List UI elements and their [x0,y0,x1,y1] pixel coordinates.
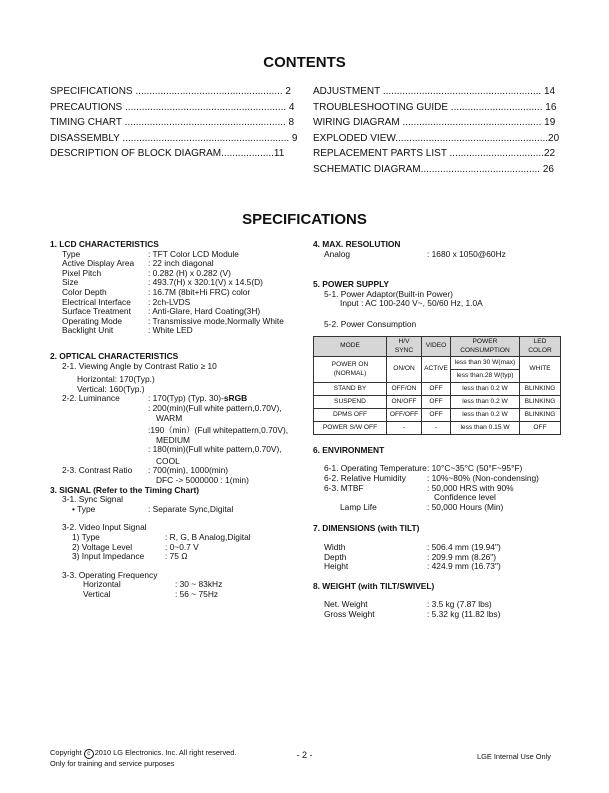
power-adaptor: 5-1. Power Adaptor(Built-in Power) [324,288,453,299]
table-cell-mode: SUSPEND [314,395,387,408]
table-cell-led: BLINKING [520,408,561,421]
spec-left-column [50,240,305,600]
luminance-warm-line: : 200(min)(Full white pattern,0.70V), [148,402,282,413]
table-header-cell: MODE [314,336,387,356]
table-cell-video: OFF [422,408,451,421]
luminance-srgb: sRGB [223,393,248,404]
table-cell-video: OFF [422,382,451,395]
resolution-value: : 1680 x 1050@60Hz [427,248,506,259]
spec-key: Horizontal [83,579,121,590]
table-cell-mode: POWER S/W OFF [314,421,387,434]
toc-entry[interactable]: PRECAUTIONS .......................................................... 4 [50,101,295,113]
spec-key: 6-1. Operating Temperature [324,463,427,474]
table-cell-sync: ON/ON [387,356,422,382]
power-input: Input : AC 100-240 V~, 50/60 Hz, 1.0A [340,298,483,309]
internal-use-notice: LGE Internal Use Only [477,752,551,761]
spec-value: : 16.7M (8bit+Hi FRC) color [148,286,251,297]
toc-entry[interactable]: ADJUSTMENT ......................................................... 14 [313,86,556,97]
sync-type-row [50,505,305,515]
luminance-cool-mode: COOL [156,455,180,466]
copyright-text: 2010 LG Electronics. Inc. All right reserved. [94,748,237,757]
toc-entry[interactable]: SCHEMATIC DIAGRAM........................................... 26 [313,163,554,175]
table-header-row [314,336,561,356]
table-header-cell: H/V SYNC [387,336,422,356]
spec-row [313,484,563,494]
spec-row [50,552,305,562]
spec-row [313,562,563,572]
spec-key: Vertical [83,589,111,599]
table-cell-mode: POWER ON (NORMAL) [314,356,387,382]
table-cell-power: less than 0.2 W [451,382,520,395]
table-cell-power: less than 30 W(max) [451,356,520,369]
spec-value: : 493.7(H) x 320.1(V) x 14.5(D) [148,277,263,288]
spec-key: Active Display Area [62,258,135,269]
toc-left [50,84,297,162]
resolution-row [313,250,563,260]
sync-signal-title: 3-1. Sync Signal [62,494,123,505]
copyright-label: Copyright [50,748,84,757]
spec-key: 6-2. Relative Humidity [324,472,406,483]
spec-key: Width [324,541,346,552]
table-cell-mode: STAND BY [314,382,387,395]
spec-value: : 56 ~ 75Hz [175,589,219,599]
table-row [314,408,561,421]
spec-value: : 424.9 mm (16.73") [427,561,501,572]
toc-right [313,84,559,177]
power-consumption-table [313,336,561,435]
spec-key: Backlight Unit [62,325,114,336]
mtbf-confidence: Confidence level [434,492,496,503]
viewing-angle-vertical: Vertical: 160(Typ.) [77,383,145,394]
copyright-symbol-icon: c [84,749,94,759]
spec-key: 6-3. MTBF [324,482,364,493]
viewing-angle-horizontal: Horizontal: 170(Typ.) [77,374,155,385]
spec-key: Pixel Pitch [62,267,102,278]
toc-entry[interactable]: DESCRIPTION OF BLOCK DIAGRAM...................11 [50,148,285,159]
toc-entry[interactable]: WIRING DIAGRAM .................................................. 19 [313,117,556,128]
toc-entry[interactable]: SPECIFICATIONS ..................................................... 2 [50,86,291,97]
spec-key: 1) Type [72,532,100,543]
spec-key: 3) Input Impedance [72,551,145,562]
luminance-row [50,394,305,404]
spec-right-column [313,240,563,619]
spec-key: Net. Weight [324,599,368,610]
spec-value: : 209.9 mm (8.26") [427,551,497,562]
table-header-cell: VIDEO [422,336,451,356]
environment-heading: 6. ENVIRONMENT [313,444,385,455]
luminance-medium-line: :190（min）(Full whitepattern,0.70V), [148,425,289,436]
table-row [314,356,561,369]
contrast-row [50,466,305,476]
operating-frequency-title: 3-3. Operating Frequency [62,569,158,580]
toc-entry[interactable]: REPLACEMENT PARTS LIST ..................................22 [313,148,556,159]
training-notice: Only for training and service purposes [50,759,175,768]
toc-entry[interactable]: DISASSEMBLY ............................................................ 9 [50,132,298,144]
table-cell-video: ACTIVE [422,356,451,382]
luminance-medium-mode: MEDIUM [156,434,190,445]
sync-type-key: • Type [72,503,96,514]
contents-title: CONTENTS [263,54,346,71]
table-cell-mode: DPMS OFF [314,408,387,421]
luminance-typ: : 170(Typ) (Typ. 30)- [148,393,224,404]
contrast-value: : 700(min), 1000(min) [148,465,229,476]
spec-value: : 5.32 kg (11.82 lbs) [427,608,501,619]
spec-row [50,590,305,600]
page-number: - 2 - [296,750,313,760]
contrast-label: 2-3. Contrast Ratio [62,465,133,476]
lamp-life-value: : 50,000 Hours (Min) [427,501,504,512]
luminance-label: 2-2. Luminance [62,393,120,404]
lcd-rows [50,250,305,336]
toc-entry[interactable]: TIMING CHART .......................................................... 8 [50,117,295,128]
optical-heading: 2. OPTICAL CHARACTERISTICS [50,350,179,361]
table-cell-led: OFF [520,421,561,434]
resolution-heading: 4. MAX. RESOLUTION [313,239,401,249]
spec-value: : 22 inch diagonal [148,258,214,269]
spec-key: Surface Treatment [62,306,131,317]
sync-type-value: : Separate Sync,Digital [148,503,234,514]
power-heading: 5. POWER SUPPLY [313,279,390,290]
spec-value: : 0~0.7 V [165,541,199,552]
spec-value: : White LED [148,325,193,336]
spec-key: Size [62,277,79,288]
spec-key: Height [324,561,349,572]
spec-key: Type [62,248,81,259]
spec-value: : 0.282 (H) x 0.282 (V) [148,267,231,278]
table-cell-sync: OFF/ON [387,382,422,395]
spec-value: : TFT Color LCD Module [148,248,239,259]
viewing-angle: 2-1. Viewing Angle by Contrast Ratio ≥ 10 [62,360,217,371]
spec-key: Gross Weight [324,608,375,619]
spec-value: : 2ch-LVDS [148,296,191,307]
resolution-key: Analog [324,248,351,259]
table-header-cell: POWER CONSUMPTION [451,336,520,356]
luminance-cool-line: : 180(min)(Full white pattern,0.70V), [148,444,282,455]
table-cell-video: OFF [422,395,451,408]
table-cell-video: - [422,421,451,434]
spec-key: Electrical Interface [62,296,131,307]
spec-row [50,326,305,336]
table-cell-led: WHITE [520,356,561,382]
weight-heading: 8. WEIGHT (with TILT/SWIVEL) [313,580,435,591]
contrast-dfc: DFC -> 5000000 : 1(min) [156,475,249,486]
spec-row [313,610,563,620]
spec-value: : 75 Ω [165,551,188,562]
spec-value: : R, G, B Analog,Digital [165,532,251,543]
spec-value: : 3.5 kg (7.87 lbs) [427,599,492,610]
spec-value: : 506.4 mm (19.94") [427,541,501,552]
lamp-life-key: Lamp Life [340,501,377,512]
lamp-life-row [313,503,563,513]
table-cell-sync: OFF/OFF [387,408,422,421]
spec-value: : Transmissive mode,Normally White [148,315,284,326]
spec-value: : 10%~80% (Non-condensing) [427,472,539,483]
toc-entry[interactable]: EXPLODED VIEW.......................................................20 [313,132,560,144]
table-cell-sync: - [387,421,422,434]
toc-entry[interactable]: TROUBLESHOOTING GUIDE ................................. 16 [313,101,557,113]
table-cell-led: BLINKING [520,395,561,408]
table-header-cell: LED COLOR [520,336,561,356]
spec-value: : 50,000 HRS with 90% [427,482,514,493]
table-cell-led: BLINKING [520,382,561,395]
specifications-title: SPECIFICATIONS [242,211,367,228]
power-consumption-title: 5-2. Power Consumption [324,318,417,329]
table-row [314,395,561,408]
spec-key: Operating Mode [62,315,123,326]
table-cell-power: less than 0.2 W [451,408,520,421]
spec-key: Color Depth [62,286,107,297]
luminance-warm [50,404,305,467]
table-cell-power: less than 0.2 W [451,395,520,408]
signal-heading: 3. SIGNAL (Refer to the Timing Chart) [50,484,200,495]
table-cell-power: less than.28 W(typ) [451,369,520,382]
spec-key: Depth [324,551,347,562]
spec-key: 2) Voltage Level [72,541,133,552]
spec-value: : Anti-Glare, Hard Coating(3H) [148,306,261,317]
table-cell-power: less than 0.15 W [451,421,520,434]
spec-value: : 30 ~ 83kHz [175,579,223,590]
table-row [314,421,561,434]
table-cell-sync: ON/OFF [387,395,422,408]
spec-value: : 10°C~35°C (50°F~95°F) [427,463,523,474]
dimensions-heading: 7. DIMENSIONS (with TILT) [313,523,420,534]
lcd-heading: 1. LCD CHARACTERISTICS [50,239,159,249]
luminance-warm-mode: WARM [156,412,183,423]
table-row [314,382,561,395]
video-input-title: 3-2. Video Input Signal [62,522,147,533]
